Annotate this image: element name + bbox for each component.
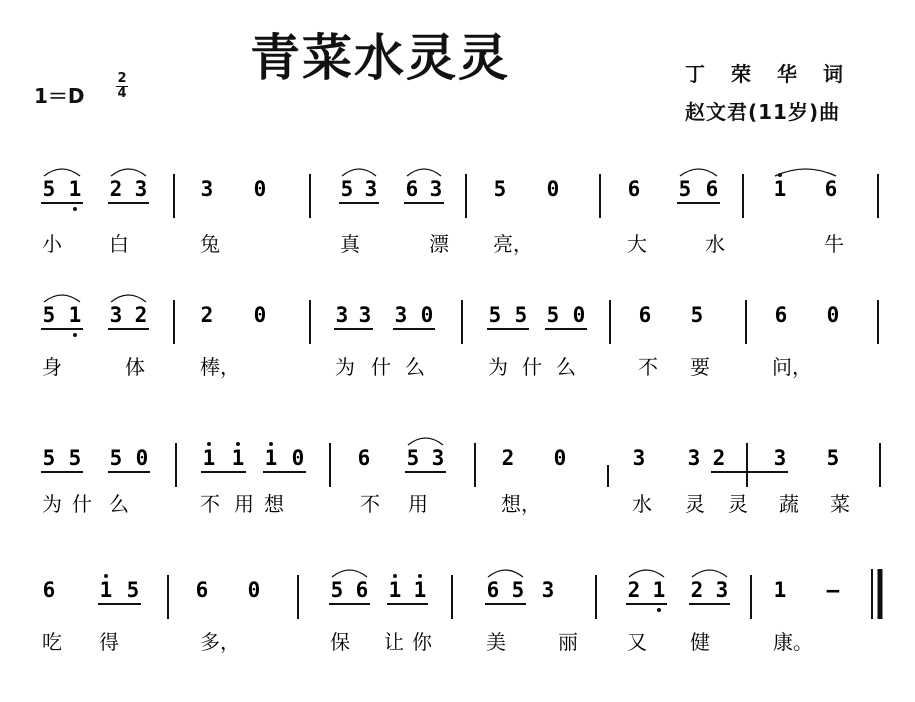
note: 1	[68, 303, 82, 327]
slur	[111, 169, 146, 176]
note: 6	[42, 578, 56, 602]
note: 1	[413, 578, 427, 602]
note: 1	[264, 446, 278, 470]
note: 3	[715, 578, 729, 602]
lyric: 牛	[824, 232, 844, 256]
note: 3	[364, 177, 378, 201]
composer-credit: 赵文君(11岁)曲	[685, 100, 841, 124]
note: 3	[134, 177, 148, 201]
lyric: 什	[72, 492, 92, 516]
note: 3	[394, 303, 408, 327]
lyric: 健	[690, 630, 710, 654]
lyric: 想	[264, 492, 284, 516]
note: 1	[652, 578, 666, 602]
note: 1	[773, 578, 787, 602]
note: 6	[774, 303, 788, 327]
note: 6	[195, 578, 209, 602]
lyric: 真	[340, 232, 360, 256]
lyric: 体	[125, 355, 145, 379]
lyric: 菜	[830, 492, 850, 516]
lyric: 灵	[685, 492, 705, 516]
slur	[488, 570, 523, 577]
note: 3	[358, 303, 372, 327]
note: 3	[335, 303, 349, 327]
lyric: 不	[638, 355, 658, 379]
note: 0	[253, 303, 267, 327]
note: 6	[824, 177, 838, 201]
octave-dot	[657, 608, 661, 612]
octave-dot	[207, 442, 211, 446]
octave-dot	[778, 173, 782, 177]
note: 5	[511, 578, 525, 602]
octave-dot	[104, 574, 108, 578]
note: 1	[388, 578, 402, 602]
note: 6	[705, 177, 719, 201]
octave-dot	[269, 442, 273, 446]
lyric: 想，	[501, 492, 541, 516]
note: 5	[406, 446, 420, 470]
note: 0	[546, 177, 560, 201]
lyric: 亮，	[493, 232, 533, 256]
note: 1	[68, 177, 82, 201]
note: 1	[99, 578, 113, 602]
note: 0	[253, 177, 267, 201]
note: 1	[773, 177, 787, 201]
lyric: 问，	[772, 355, 812, 379]
lyric: 为	[488, 355, 508, 379]
note: 5	[488, 303, 502, 327]
lyric: 兔	[200, 232, 220, 256]
octave-dot	[73, 207, 77, 211]
slur	[775, 169, 836, 176]
lyric: 不	[200, 492, 220, 516]
slur	[680, 169, 717, 176]
slur	[692, 570, 727, 577]
note: 5	[126, 578, 140, 602]
lyric: 漂	[429, 232, 449, 256]
note: 5	[826, 446, 840, 470]
slur	[629, 570, 664, 577]
note: 5	[109, 446, 123, 470]
note: 6	[355, 578, 369, 602]
note: 3	[429, 177, 443, 201]
lyric: 什	[522, 355, 542, 379]
note: 2	[627, 578, 641, 602]
slur	[111, 295, 146, 302]
note: 5	[546, 303, 560, 327]
lyric: 得	[99, 630, 119, 654]
lyric: 白	[109, 232, 129, 256]
note: 2	[690, 578, 704, 602]
lyric: 么	[109, 492, 129, 516]
lyric: 保	[330, 630, 350, 654]
lyric: 要	[690, 355, 710, 379]
note: 2	[200, 303, 214, 327]
lyric: 什	[371, 355, 391, 379]
lyric: 么	[556, 355, 576, 379]
lyric: 用	[234, 492, 254, 516]
note: 5	[68, 446, 82, 470]
time-signature-top: 2	[117, 71, 127, 86]
note: 5	[330, 578, 344, 602]
note: 3	[687, 446, 701, 470]
lyric: 丽	[558, 630, 578, 654]
note: 2	[134, 303, 148, 327]
lyric: 水	[632, 492, 652, 516]
note: 5	[678, 177, 692, 201]
lyric: 又	[627, 630, 647, 654]
note: 6	[405, 177, 419, 201]
slur	[44, 169, 80, 176]
note: 3	[773, 446, 787, 470]
slur	[44, 295, 80, 302]
note: 5	[42, 177, 56, 201]
note: 6	[638, 303, 652, 327]
octave-dot	[418, 574, 422, 578]
lyric: 用	[408, 492, 428, 516]
note: 0	[135, 446, 149, 470]
lyric: 不	[360, 492, 380, 516]
note: 2	[712, 446, 726, 470]
lyric: 多，	[200, 630, 240, 654]
note: 5	[514, 303, 528, 327]
note: 3	[200, 177, 214, 201]
note: 3	[431, 446, 445, 470]
note: 3	[109, 303, 123, 327]
note: 5	[42, 446, 56, 470]
lyric: 为	[42, 492, 62, 516]
song-title: 青菜水灵灵	[250, 29, 510, 87]
lyric: 美	[486, 630, 506, 654]
note: 6	[357, 446, 371, 470]
note: 6	[627, 177, 641, 201]
slur	[332, 570, 367, 577]
lyric: 身	[42, 355, 62, 379]
slur	[408, 438, 443, 445]
note: 1	[231, 446, 245, 470]
note: 0	[553, 446, 567, 470]
note: 0	[291, 446, 305, 470]
note: 5	[690, 303, 704, 327]
lyric: 大	[627, 232, 647, 256]
note: 0	[826, 303, 840, 327]
note: 5	[42, 303, 56, 327]
key-signature: 1＝D	[34, 84, 85, 108]
note: 5	[340, 177, 354, 201]
time-signature-bottom: 4	[117, 86, 127, 101]
lyric: 水	[705, 232, 725, 256]
lyric: 小	[42, 232, 62, 256]
lyric: 么	[405, 355, 425, 379]
lyric: 为	[335, 355, 355, 379]
lyric: 你	[412, 630, 432, 654]
note: 2	[501, 446, 515, 470]
slur	[342, 169, 376, 176]
octave-dot	[236, 442, 240, 446]
slur	[407, 169, 441, 176]
lyric: 吃	[42, 630, 62, 654]
note: 5	[493, 177, 507, 201]
lyric: 棒，	[200, 355, 240, 379]
note: –	[826, 578, 840, 602]
note: 1	[202, 446, 216, 470]
note: 3	[541, 578, 555, 602]
lyric: 灵	[728, 492, 748, 516]
note: 0	[247, 578, 261, 602]
octave-dot	[393, 574, 397, 578]
note: 0	[420, 303, 434, 327]
lyric: 康。	[773, 630, 813, 654]
note: 2	[109, 177, 123, 201]
lyric: 蔬	[779, 492, 799, 516]
lyricist-credit: 丁荣华词	[685, 62, 869, 86]
lyric: 让	[384, 630, 404, 654]
note: 3	[632, 446, 646, 470]
octave-dot	[73, 333, 77, 337]
note: 6	[486, 578, 500, 602]
note: 0	[572, 303, 586, 327]
